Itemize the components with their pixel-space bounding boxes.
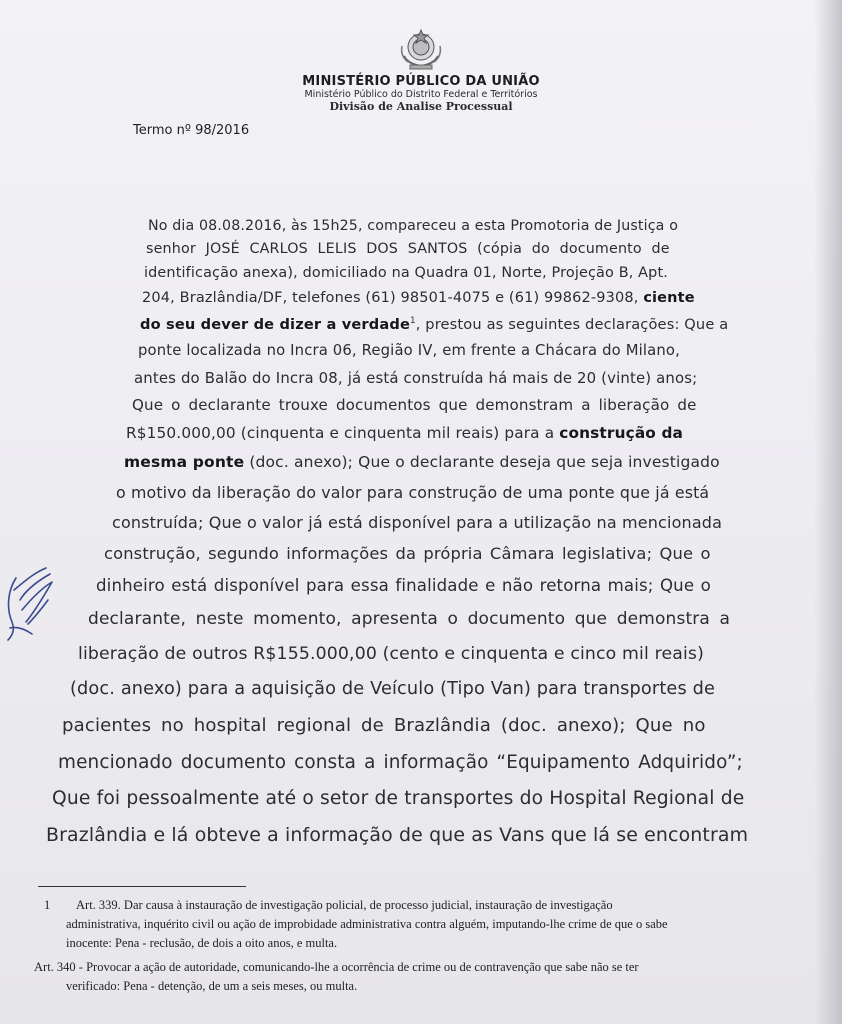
- bleed-through: ⠀: [420, 112, 429, 126]
- footnote-divider: [38, 886, 246, 887]
- body-line: identificação anexa), domiciliado na Quadra 01, Norte, Projeção B, Apt.: [144, 265, 668, 281]
- body-line: dinheiro está disponível para essa finalidade e não retorna mais; Que o: [96, 576, 711, 595]
- document-header: [0, 26, 842, 113]
- footnote-text: verificado: Pena - detenção, de um a seis meses, ou multa.: [66, 979, 358, 993]
- body-line: [126, 424, 683, 442]
- body-line: Que foi pessoalmente até o setor de transportes do Hospital Regional de: [52, 788, 745, 809]
- body-line: construída; Que o valor já está disponível para a utilização na mencionada: [112, 513, 723, 532]
- org-title: MINISTÉRIO PÚBLICO DA UNIÃO: [302, 74, 540, 89]
- body-line: [140, 316, 728, 333]
- org-division: Divisão de Analise Processual: [329, 100, 513, 113]
- footnote-text: inocente: Pena - reclusão, de dois a oito anos, e multa.: [66, 936, 338, 950]
- body-line: o motivo da liberação do valor para construção de uma ponte que já está: [116, 483, 710, 502]
- body-line: ponte localizada no Incra 06, Região IV, em frente a Chácara do Milano,: [138, 342, 680, 359]
- body-line: Brazlândia e lá obteve a informação de que as Vans que lá se encontram: [46, 824, 749, 846]
- body-line: antes do Balão do Incra 08, já está construída há mais de 20 (vinte) anos;: [134, 369, 698, 387]
- body-line: liberação de outros R$155.000,00 (cento e cinquenta e cinco mil reais): [78, 644, 704, 664]
- termo-number: Termo nº 98/2016: [133, 123, 250, 138]
- body-line: No dia 08.08.2016, às 15h25, compareceu a esta Promotoria de Justiça o: [148, 218, 679, 234]
- body-line: mencionado documento consta a informação “Equipamento Adquirido”;: [58, 752, 743, 773]
- coat-of-arms-icon: [396, 26, 446, 72]
- body-text-bold: construção da: [559, 424, 684, 442]
- body-line: senhor JOSÉ CARLOS LELIS DOS SANTOS (cópia do documento de: [146, 241, 670, 257]
- body-text-bold: do seu dever de dizer a verdade: [140, 316, 411, 333]
- body-line: [142, 290, 695, 306]
- body-line: declarante, neste momento, apresenta o documento que demonstra a: [88, 609, 731, 629]
- footnote-number: 1: [44, 898, 51, 912]
- body-line: pacientes no hospital regional de Brazlândia (doc. anexo); Que no: [62, 715, 706, 736]
- footnote-marker: 1: [410, 316, 416, 327]
- body-line: Que o declarante trouxe documentos que demonstram a liberação de: [132, 396, 697, 414]
- page-edge-shadow: [814, 0, 842, 1024]
- body-text: R$150.000,00 (cinquenta e cinquenta mil reais) para a: [126, 424, 560, 442]
- body-text-bold: ciente: [643, 290, 695, 306]
- footnote-text: Art. 339. Dar causa à instauração de investigação policial, de processo judicial, instauração de investigação: [76, 898, 613, 912]
- footnote-text: administrativa, inquérito civil ou ação de improbidade administrativa contra alguém, imputando-lhe crime de que o sabe: [66, 917, 668, 931]
- body-line: (doc. anexo) para a aquisição de Veículo (Tipo Van) para transportes de: [70, 679, 715, 699]
- body-line: construção, segundo informações da própria Câmara legislativa; Que o: [104, 544, 711, 563]
- body-text: 204, Brazlândia/DF, telefones (61) 98501-4075 e (61) 99862-9308,: [142, 290, 644, 306]
- footnote-text: Art. 340 - Provocar a ação de autoridade, comunicando-lhe a ocorrência de crime ou de contravenção que sabe não se ter: [34, 960, 639, 974]
- body-text-bold: mesma ponte: [124, 453, 245, 471]
- body-line: [124, 453, 720, 471]
- org-subtitle: Ministério Público do Distrito Federal e Territórios: [304, 89, 538, 100]
- handwritten-initials: [2, 560, 58, 644]
- body-text: (doc. anexo); Que o declarante deseja que seja investigado: [244, 453, 720, 471]
- body-text: , prestou as seguintes declarações: Que a: [415, 316, 729, 333]
